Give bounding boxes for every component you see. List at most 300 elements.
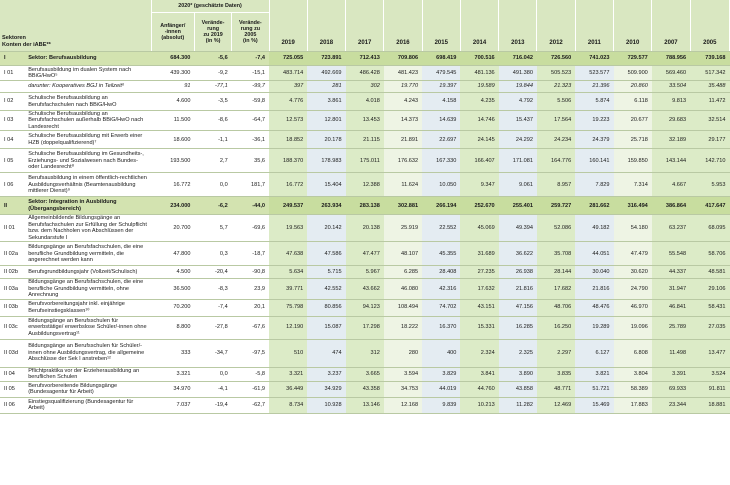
year-value: 486.428 <box>346 66 384 81</box>
year-value: 29.106 <box>690 279 729 299</box>
year-value: 32.514 <box>690 111 729 131</box>
header-change-2005 <box>232 13 269 52</box>
change-to-2005: -67,6 <box>232 316 269 339</box>
year-value: 4.235 <box>460 93 498 111</box>
year-value: 8.734 <box>269 397 307 413</box>
year-value: 48.581 <box>690 266 729 279</box>
year-value: 510 <box>269 339 307 367</box>
year-value: 302 <box>346 81 384 93</box>
header-year: 2011 <box>575 0 613 52</box>
change-to-2019: -20,4 <box>194 266 231 279</box>
row-code: I 03 <box>0 111 26 131</box>
year-value: 517.342 <box>690 66 729 81</box>
year-value: 47.586 <box>307 242 345 266</box>
beginners-2020: 7.037 <box>151 397 194 413</box>
row-label: Schulische Berufsausbildung im Gesundheits-, Erziehungs- und Sozialwesen nach Bundes- oder Landesrecht⁸ <box>26 149 151 173</box>
year-value: 30.040 <box>575 266 613 279</box>
year-value: 21.891 <box>384 131 422 149</box>
table-row <box>0 93 730 111</box>
year-value: 400 <box>422 339 460 367</box>
year-value: 108.494 <box>384 299 422 316</box>
row-label: Pflichtpraktika vor der Erzieherausbildung an beruflichen Schulen <box>26 367 151 381</box>
header-beginners-label: Anfänger/ -innen (absolut) <box>160 22 186 42</box>
change-to-2019: -8,6 <box>194 111 231 131</box>
year-value: 94.123 <box>346 299 384 316</box>
year-value: 17.632 <box>460 279 498 299</box>
beginners-2020: 36.500 <box>151 279 194 299</box>
table-row <box>0 339 730 367</box>
table-row <box>0 66 730 81</box>
year-value: 4.776 <box>269 93 307 111</box>
change-to-2005: -90,8 <box>232 266 269 279</box>
row-code: II 04 <box>0 367 26 381</box>
beginners-2020: 20.700 <box>151 215 194 242</box>
year-value: 21.323 <box>537 81 575 93</box>
row-label: Allgemeinbildende Bildungsgänge an Berufsfachschulen zur Erfüllung der Schulpflicht bzw. dem Nachholen von Abschlüssen der Sekundarstufe I <box>26 215 151 242</box>
year-value: 11.624 <box>384 173 422 197</box>
year-value: 80.856 <box>307 299 345 316</box>
row-code: I 05 <box>0 149 26 173</box>
row-label: Berufsausbildung im dualen System nach BBiG/HwO⁵ <box>26 66 151 81</box>
year-value: 12.190 <box>269 316 307 339</box>
beginners-2020: 47.800 <box>151 242 194 266</box>
year-value: 15.437 <box>499 111 537 131</box>
year-value: 5.506 <box>537 93 575 111</box>
header-year: 2018 <box>307 0 345 52</box>
year-value: 28.408 <box>422 266 460 279</box>
row-code: I 01 <box>0 66 26 81</box>
year-value: 36.622 <box>499 242 537 266</box>
year-value: 483.714 <box>269 66 307 81</box>
header-year: 2019 <box>269 0 307 52</box>
year-value: 25.919 <box>384 215 422 242</box>
row-label: Bildungsgänge an Berufsfachschulen, die eine berufliche Grundbildung vermitteln, ohne Anrechnung <box>26 279 151 299</box>
year-value: 252.670 <box>460 197 498 215</box>
change-to-2019: 0,0 <box>194 367 231 381</box>
row-label: Schulische Berufsausbildung an Berufsfachschulen außerhalb BBiG/HwO nach Landesrecht <box>26 111 151 131</box>
year-value: 5.967 <box>346 266 384 279</box>
year-value: 725.055 <box>269 52 307 66</box>
beginners-2020: 11.500 <box>151 111 194 131</box>
year-value: 30.620 <box>614 266 652 279</box>
change-to-2005: -59,8 <box>232 93 269 111</box>
row-label: Bildungsgänge an Berufsfachschulen, die eine berufliche Grundbildung vermitteln, die angerechnet werden kann <box>26 242 151 266</box>
year-value: 36.449 <box>269 381 307 397</box>
beginners-2020: 34.970 <box>151 381 194 397</box>
sector-row <box>0 52 730 66</box>
year-value: 159.850 <box>614 149 652 173</box>
table-row <box>0 242 730 266</box>
year-value: 43.151 <box>460 299 498 316</box>
year-value: 10.050 <box>422 173 460 197</box>
beginners-2020: 8.800 <box>151 316 194 339</box>
year-value: 481.423 <box>384 66 422 81</box>
table-row <box>0 111 730 131</box>
change-to-2019: -9,2 <box>194 66 231 81</box>
year-value: 9.813 <box>652 93 690 111</box>
year-value: 8.957 <box>537 173 575 197</box>
row-code: II 06 <box>0 397 26 413</box>
change-to-2019: -77,1 <box>194 81 231 93</box>
year-value: 16.370 <box>422 316 460 339</box>
row-code: I <box>0 52 26 66</box>
beginners-2020: 439.300 <box>151 66 194 81</box>
year-value: 25.789 <box>652 316 690 339</box>
header-year: 2012 <box>537 0 575 52</box>
change-to-2005: -61,9 <box>232 381 269 397</box>
beginners-2020: 333 <box>151 339 194 367</box>
year-value: 709.806 <box>384 52 422 66</box>
year-value: 51.721 <box>575 381 613 397</box>
year-value: 171.081 <box>499 149 537 173</box>
year-value: 739.168 <box>690 52 729 66</box>
header-change-2019 <box>194 13 231 52</box>
year-value: 19.770 <box>384 81 422 93</box>
year-value: 723.891 <box>307 52 345 66</box>
change-to-2005: -36,1 <box>232 131 269 149</box>
year-value: 474 <box>307 339 345 367</box>
change-to-2019: -19,4 <box>194 397 231 413</box>
row-label: Sektor: Integration in Ausbildung (Übergangsbereich) <box>26 197 151 215</box>
year-value: 3.524 <box>690 367 729 381</box>
year-value: 386.864 <box>652 197 690 215</box>
year-value: 3.391 <box>652 367 690 381</box>
change-to-2005: -44,0 <box>232 197 269 215</box>
year-value: 3.321 <box>269 367 307 381</box>
year-value: 34.753 <box>384 381 422 397</box>
row-code: I 06 <box>0 173 26 197</box>
year-value: 280 <box>384 339 422 367</box>
row-label: Schulische Berufsausbildung mit Erwerb einer HZB (doppelqualifizierend)⁷ <box>26 131 151 149</box>
year-value: 34.929 <box>307 381 345 397</box>
year-value: 16.285 <box>499 316 537 339</box>
year-value: 10.213 <box>460 397 498 413</box>
year-value: 6.118 <box>614 93 652 111</box>
year-value: 19.223 <box>575 111 613 131</box>
year-value: 21.396 <box>575 81 613 93</box>
year-value: 68.095 <box>690 215 729 242</box>
year-value: 55.548 <box>652 242 690 266</box>
header-year: 2016 <box>384 0 422 52</box>
beginners-2020: 91 <box>151 81 194 93</box>
year-value: 69.933 <box>652 381 690 397</box>
year-value: 788.956 <box>652 52 690 66</box>
row-code: II <box>0 197 26 215</box>
year-value: 42.552 <box>307 279 345 299</box>
year-value: 58.389 <box>614 381 652 397</box>
row-code: II 03c <box>0 316 26 339</box>
year-value: 18.222 <box>384 316 422 339</box>
year-value: 42.316 <box>422 279 460 299</box>
year-value: 712.413 <box>346 52 384 66</box>
header-change-2005-label: Verände- rung zu 2005 (in %) <box>238 19 262 45</box>
table-row <box>0 397 730 413</box>
year-value: 46.841 <box>652 299 690 316</box>
year-value: 47.638 <box>269 242 307 266</box>
year-value: 178.983 <box>307 149 345 173</box>
year-value: 24.379 <box>575 131 613 149</box>
year-value: 48.107 <box>384 242 422 266</box>
year-value: 39.771 <box>269 279 307 299</box>
year-value: 21.115 <box>346 131 384 149</box>
change-to-2019: -1,1 <box>194 131 231 149</box>
year-value: 3.861 <box>307 93 345 111</box>
change-to-2005: 23,9 <box>232 279 269 299</box>
year-value: 700.516 <box>460 52 498 66</box>
year-value: 3.829 <box>422 367 460 381</box>
change-to-2005: -64,7 <box>232 111 269 131</box>
change-to-2019: -6,2 <box>194 197 231 215</box>
year-value: 729.577 <box>614 52 652 66</box>
year-value: 5.953 <box>690 173 729 197</box>
year-value: 3.804 <box>614 367 652 381</box>
year-value: 63.237 <box>652 215 690 242</box>
row-label: Sektor: Berufsausbildung <box>26 52 151 66</box>
year-value: 9.061 <box>499 173 537 197</box>
year-value: 47.477 <box>346 242 384 266</box>
change-to-2019: 5,7 <box>194 215 231 242</box>
year-value: 21.816 <box>575 279 613 299</box>
year-value: 17.564 <box>537 111 575 131</box>
year-value: 283.138 <box>346 197 384 215</box>
change-to-2005: -5,8 <box>232 367 269 381</box>
year-value: 49.394 <box>499 215 537 242</box>
year-value: 14.373 <box>384 111 422 131</box>
table-row <box>0 131 730 149</box>
year-value: 505.523 <box>537 66 575 81</box>
change-to-2005: 35,6 <box>232 149 269 173</box>
year-value: 6.127 <box>575 339 613 367</box>
header-year: 2013 <box>499 0 537 52</box>
year-value: 3.594 <box>384 367 422 381</box>
year-value: 18.852 <box>269 131 307 149</box>
year-value: 24.145 <box>460 131 498 149</box>
year-value: 45.355 <box>422 242 460 266</box>
year-value: 27.035 <box>690 316 729 339</box>
year-value: 5.874 <box>575 93 613 111</box>
year-value: 12.573 <box>269 111 307 131</box>
year-value: 312 <box>346 339 384 367</box>
year-value: 17.298 <box>346 316 384 339</box>
beginners-2020: 4.500 <box>151 266 194 279</box>
row-code: I 04 <box>0 131 26 149</box>
year-value: 166.407 <box>460 149 498 173</box>
year-value: 726.560 <box>537 52 575 66</box>
header-2020-group: 2020* (geschätzte Daten) <box>151 0 269 13</box>
year-value: 19.589 <box>460 81 498 93</box>
year-value: 19.289 <box>575 316 613 339</box>
year-value: 15.331 <box>460 316 498 339</box>
year-value: 16.772 <box>269 173 307 197</box>
row-code: II 02a <box>0 242 26 266</box>
year-value: 167.330 <box>422 149 460 173</box>
change-to-2005: -15,1 <box>232 66 269 81</box>
year-value: 35.708 <box>537 242 575 266</box>
year-value: 20.142 <box>307 215 345 242</box>
change-to-2019: -7,4 <box>194 299 231 316</box>
year-value: 44.019 <box>422 381 460 397</box>
year-value: 12.168 <box>384 397 422 413</box>
year-value: 43.358 <box>346 381 384 397</box>
header-beginners <box>151 13 194 52</box>
year-value: 54.180 <box>614 215 652 242</box>
year-value: 4.158 <box>422 93 460 111</box>
change-to-2019: -27,8 <box>194 316 231 339</box>
year-value: 716.042 <box>499 52 537 66</box>
change-to-2019: -3,5 <box>194 93 231 111</box>
year-value: 479.545 <box>422 66 460 81</box>
year-value: 3.835 <box>537 367 575 381</box>
year-value: 5.715 <box>307 266 345 279</box>
year-value: 44.051 <box>575 242 613 266</box>
year-value: 281.662 <box>575 197 613 215</box>
year-value: 32.189 <box>652 131 690 149</box>
year-value: 7.829 <box>575 173 613 197</box>
year-value: 249.537 <box>269 197 307 215</box>
year-value: 266.194 <box>422 197 460 215</box>
change-to-2005: -7,4 <box>232 52 269 66</box>
year-value: 49.182 <box>575 215 613 242</box>
row-code: II 03a <box>0 279 26 299</box>
table-row <box>0 149 730 173</box>
year-value: 13.477 <box>690 339 729 367</box>
change-to-2005: -18,7 <box>232 242 269 266</box>
year-value: 6.285 <box>384 266 422 279</box>
header-year: 2015 <box>422 0 460 52</box>
year-value: 2.297 <box>537 339 575 367</box>
year-value: 12.469 <box>537 397 575 413</box>
year-value: 2.324 <box>460 339 498 367</box>
year-value: 74.702 <box>422 299 460 316</box>
year-value: 31.947 <box>652 279 690 299</box>
row-label: Einstiegsqualifizierung (Bundesagentur für Arbeit) <box>26 397 151 413</box>
year-value: 10.928 <box>307 397 345 413</box>
year-value: 3.890 <box>499 367 537 381</box>
beginners-2020: 193.500 <box>151 149 194 173</box>
year-value: 255.401 <box>499 197 537 215</box>
year-value: 22.552 <box>422 215 460 242</box>
table-body <box>0 52 730 414</box>
year-value: 24.292 <box>499 131 537 149</box>
row-code: II 01 <box>0 215 26 242</box>
row-code: II 02b <box>0 266 26 279</box>
header-year: 2010 <box>614 0 652 52</box>
year-value: 17.883 <box>614 397 652 413</box>
header-year: 2017 <box>346 0 384 52</box>
year-value: 52.086 <box>537 215 575 242</box>
year-value: 23.344 <box>652 397 690 413</box>
year-value: 523.577 <box>575 66 613 81</box>
year-value: 11.282 <box>499 397 537 413</box>
year-value: 24.234 <box>537 131 575 149</box>
year-value: 20.178 <box>307 131 345 149</box>
year-value: 24.790 <box>614 279 652 299</box>
year-value: 21.816 <box>499 279 537 299</box>
year-value: 14.746 <box>460 111 498 131</box>
year-value: 4.018 <box>346 93 384 111</box>
row-label: Schulische Berufsausbildung an Berufsfachschulen nach BBiG/HwO <box>26 93 151 111</box>
table-row <box>0 215 730 242</box>
header-year: 2014 <box>460 0 498 52</box>
year-value: 15.469 <box>575 397 613 413</box>
year-value: 4.792 <box>499 93 537 111</box>
year-value: 2.325 <box>499 339 537 367</box>
year-value: 11.498 <box>652 339 690 367</box>
year-value: 43.858 <box>499 381 537 397</box>
year-value: 4.667 <box>652 173 690 197</box>
row-label: darunter: Kooperatives BGJ in Teilzeit⁶ <box>26 81 151 93</box>
year-value: 143.144 <box>652 149 690 173</box>
year-value: 19.563 <box>269 215 307 242</box>
year-value: 29.177 <box>690 131 729 149</box>
header-year: 2007 <box>652 0 690 52</box>
year-value: 698.419 <box>422 52 460 66</box>
change-to-2005: 181,7 <box>232 173 269 197</box>
year-value: 302.881 <box>384 197 422 215</box>
year-value: 17.682 <box>537 279 575 299</box>
change-to-2019: -5,6 <box>194 52 231 66</box>
year-value: 26.938 <box>499 266 537 279</box>
year-value: 15.087 <box>307 316 345 339</box>
header-change-2019-label: Verände- rung zu 2019 (in %) <box>201 19 225 45</box>
year-value: 3.237 <box>307 367 345 381</box>
row-label: Berufsausbildung in einem öffentlich-rechtlichen Ausbildungsverhältnis (Beamtenausbildung mittlerer Dienst)⁹ <box>26 173 151 197</box>
beginners-2020: 234.000 <box>151 197 194 215</box>
year-value: 19.844 <box>499 81 537 93</box>
change-to-2005: -69,6 <box>232 215 269 242</box>
change-to-2019: 2,7 <box>194 149 231 173</box>
table-row <box>0 81 730 93</box>
year-value: 47.156 <box>499 299 537 316</box>
year-value: 12.388 <box>346 173 384 197</box>
year-value: 19.096 <box>614 316 652 339</box>
change-to-2019: -4,1 <box>194 381 231 397</box>
year-value: 20.138 <box>346 215 384 242</box>
year-value: 263.934 <box>307 197 345 215</box>
year-value: 175.011 <box>346 149 384 173</box>
year-value: 28.144 <box>537 266 575 279</box>
beginners-2020: 16.772 <box>151 173 194 197</box>
row-code: II 03b <box>0 299 26 316</box>
year-value: 4.243 <box>384 93 422 111</box>
year-value: 48.476 <box>575 299 613 316</box>
header-year: 2005 <box>690 0 729 52</box>
year-value: 188.370 <box>269 149 307 173</box>
year-value: 45.069 <box>460 215 498 242</box>
year-value: 44.760 <box>460 381 498 397</box>
year-value: 481.136 <box>460 66 498 81</box>
beginners-2020: 3.321 <box>151 367 194 381</box>
row-code: I 02 <box>0 93 26 111</box>
year-value: 397 <box>269 81 307 93</box>
year-value: 47.479 <box>614 242 652 266</box>
year-value: 16.250 <box>537 316 575 339</box>
year-value: 19.397 <box>422 81 460 93</box>
year-value: 31.689 <box>460 242 498 266</box>
year-value: 741.023 <box>575 52 613 66</box>
year-value: 13.146 <box>346 397 384 413</box>
change-to-2019: -8,3 <box>194 279 231 299</box>
change-to-2019: 0,3 <box>194 242 231 266</box>
year-value: 509.900 <box>614 66 652 81</box>
row-code: II 05 <box>0 381 26 397</box>
table-row <box>0 367 730 381</box>
beginners-2020: 70.200 <box>151 299 194 316</box>
year-value: 164.776 <box>537 149 575 173</box>
year-value: 35.488 <box>690 81 729 93</box>
year-value: 14.639 <box>422 111 460 131</box>
year-value: 48.706 <box>537 299 575 316</box>
